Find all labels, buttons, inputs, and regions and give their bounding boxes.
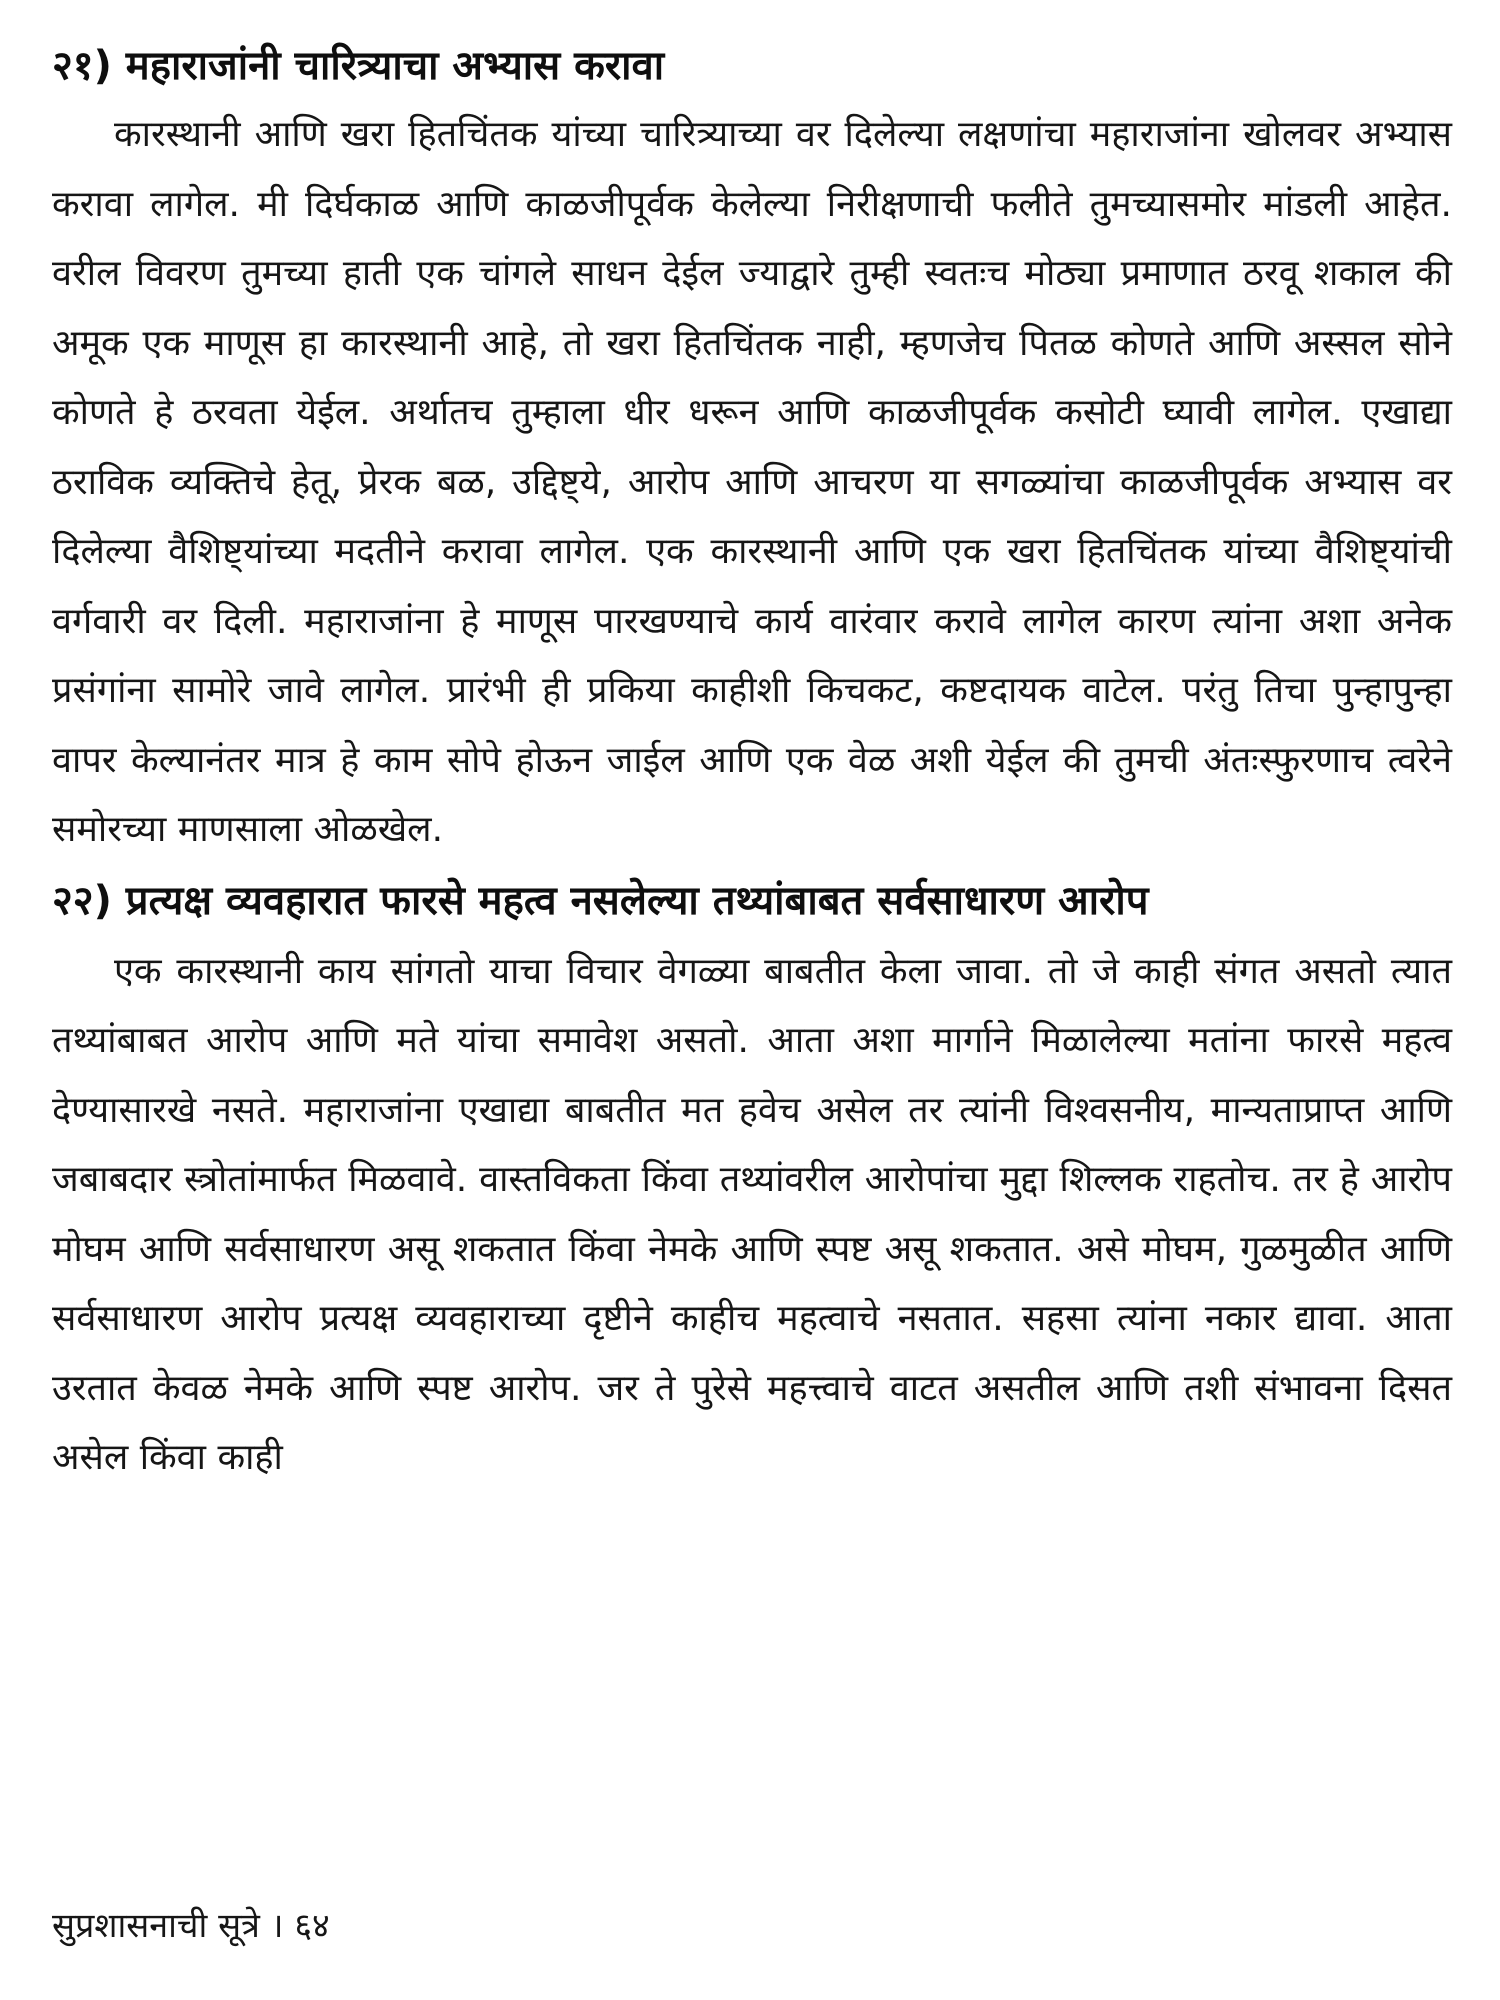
page-footer: सुप्रशासनाची सूत्रे । ६४ xyxy=(52,1906,330,1946)
section-22-heading: २२) प्रत्यक्ष व्यवहारात फारसे महत्व नसलेल्या तथ्यांबाबत सर्वसाधारण आरोप xyxy=(52,877,1149,924)
section-22-paragraph: एक कारस्थानी काय सांगतो याचा विचार वेगळ्या बाबतीत केला जावा. तो जे काही संगत असतो त्यात तथ्यांबाबत आरोप आणि मते यांचा समावेश असतो. आता अशा मार्गाने मिळालेल्या मतांना फारसे महत्व देण्यासारखे नसते. महाराजांना एखाद्या बाबतीत मत हवेच असेल तर त्यांनी विश्वसनीय, मान्यताप्राप्त आणि जबाबदार स्त्रोतांमार्फत मिळवावे. वास्तविकता किंवा तथ्यांवरील आरोपांचा मुद्दा शिल्लक राहतोच. तर हे आरोप मोघम आणि सर्वसाधारण असू शकतात किंवा नेमके आणि स्पष्ट असू शकतात. असे मोघम, गुळमुळीत आणि सर्वसाधारण आरोप प्रत्यक्ष व्यवहाराच्या दृष्टीने काहीच महत्वाचे नसतात. सहसा त्यांना नकार द्यावा. आता उरतात केवळ नेमके आणि स्पष्ट आरोप. जर ते पुरेसे महत्त्वाचे वाटत असतील आणि तशी संभावना दिसत असेल किंवा काही xyxy=(52,950,1452,1478)
section-21-heading: २१) महाराजांनी चारित्र्याचा अभ्यास करावा xyxy=(52,43,665,89)
section-21-paragraph: कारस्थानी आणि खरा हितचिंतक यांच्या चारित्र्याच्या वर दिलेल्या लक्षणांचा महाराजांना खोलवर अभ्यास करावा लागेल. मी दिर्घकाळ आणि काळजीपूर्वक केलेल्या निरीक्षणाची फलीते तुमच्यासमोर मांडली आहेत. वरील विवरण तुमच्या हाती एक चांगले साधन देईल ज्याद्वारे तुम्ही स्वतःच मोठ्या प्रमाणात ठरवू शकाल की अमूक एक माणूस हा कारस्थानी आहे, तो खरा हितचिंतक नाही, म्हणजेच पितळ कोणते आणि अस्सल सोने कोणते हे ठरवता येईल. अर्थातच तुम्हाला धीर धरून आणि काळजीपूर्वक कसोटी घ्यावी लागेल. एखाद्या ठराविक व्यक्तिचे हेतू, प्रेरक बळ, उद्दिष्ट्ये, आरोप आणि आचरण या सगळ्यांचा काळजीपूर्वक अभ्यास वर दिलेल्या वैशिष्ट्यांच्या मदतीने करावा लागेल. एक कारस्थानी आणि एक खरा हितचिंतक यांच्या वैशिष्ट्यांची वर्गवारी वर दिली. महाराजांना हे माणूस पारखण्याचे कार्य वारंवार करावे लागेल कारण त्यांना अशा अनेक प्रसंगांना सामोरे जावे लागेल. प्रारंभी ही प्रकिया काहीशी किचकट, कष्टदायक वाटेल. परंतु तिचा पुन्हापुन्हा वापर केल्यानंतर मात्र हे काम सोपे होऊन जाईल आणि एक वेळ अशी येईल की तुमची अंतःस्फुरणाच त्वरेने समोरच्या माणसाला ओळखेल. xyxy=(52,114,1452,850)
document-page xyxy=(52,38,1452,1493)
